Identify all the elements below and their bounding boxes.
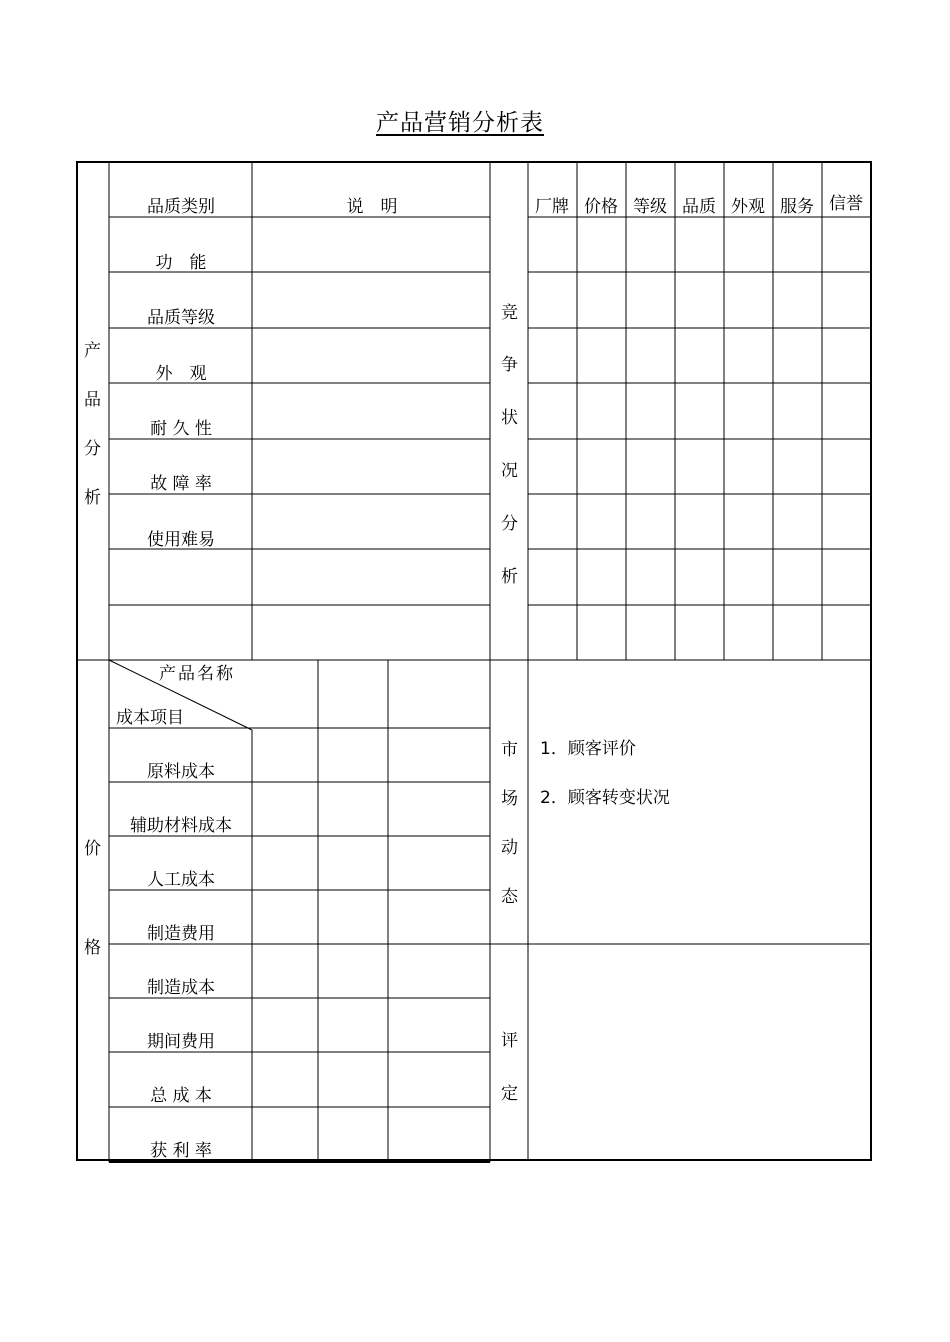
header-brand: 厂牌 — [535, 197, 569, 217]
section-label-product-2: 品 — [84, 390, 101, 410]
row-label-manufacturing-cost: 制造成本 — [147, 978, 215, 998]
row-label-total-cost: 总 成 本 — [150, 1086, 212, 1106]
row-label-labor-cost: 人工成本 — [147, 870, 215, 890]
section-label-product-3: 分 — [84, 439, 101, 459]
row-label-auxiliary-material-cost: 辅助材料成本 — [130, 816, 232, 836]
section-label-competition-5: 分 — [501, 514, 518, 534]
row-label-quality-grade: 品质等级 — [147, 308, 215, 328]
row-label-raw-material-cost: 原料成本 — [147, 762, 215, 782]
section-label-market-4: 态 — [501, 887, 518, 907]
section-label-product-4: 析 — [84, 488, 101, 508]
section-label-evaluation-2: 定 — [501, 1084, 518, 1104]
header-price: 价格 — [584, 197, 618, 217]
header-description: 说 明 — [346, 197, 398, 217]
page-title: 产品营销分析表 — [376, 110, 544, 136]
row-label-function: 功 能 — [155, 253, 207, 273]
row-label-appearance: 外 观 — [155, 364, 207, 384]
row-label-durability: 耐 久 性 — [150, 419, 212, 439]
section-label-price-2: 格 — [84, 938, 101, 958]
section-label-competition-3: 状 — [501, 408, 518, 428]
section-label-price-1: 价 — [84, 839, 101, 859]
row-label-period-expense: 期间费用 — [147, 1032, 215, 1052]
row-label-ease-of-use: 使用难易 — [147, 530, 215, 550]
row-label-manufacturing-expense: 制造费用 — [147, 924, 215, 944]
market-item-customer-evaluation: 1．顾客评价 — [540, 739, 636, 759]
row-label-failure-rate: 故 障 率 — [150, 474, 212, 494]
diag-header-cost-item: 成本项目 — [116, 708, 184, 728]
header-appearance: 外观 — [731, 197, 765, 217]
section-label-competition-2: 争 — [501, 355, 518, 375]
header-quality-category: 品质类别 — [147, 197, 215, 217]
header-service: 服务 — [780, 197, 814, 217]
section-label-competition-6: 析 — [501, 567, 518, 587]
section-label-competition-4: 况 — [501, 461, 518, 481]
header-quality: 品质 — [682, 197, 716, 217]
section-label-competition-1: 竞 — [501, 303, 518, 323]
market-item-customer-change: 2．顾客转变状况 — [540, 788, 670, 808]
header-reputation: 信誉 — [829, 194, 863, 214]
section-label-product-1: 产 — [84, 341, 101, 361]
diag-header-product-name: 产品名称 — [159, 664, 235, 684]
row-label-profit-rate: 获 利 率 — [150, 1141, 212, 1161]
section-label-market-2: 场 — [501, 789, 518, 809]
section-label-evaluation-1: 评 — [501, 1031, 518, 1051]
section-label-market-1: 市 — [501, 740, 518, 760]
header-grade: 等级 — [633, 197, 667, 217]
section-label-market-3: 动 — [501, 838, 518, 858]
